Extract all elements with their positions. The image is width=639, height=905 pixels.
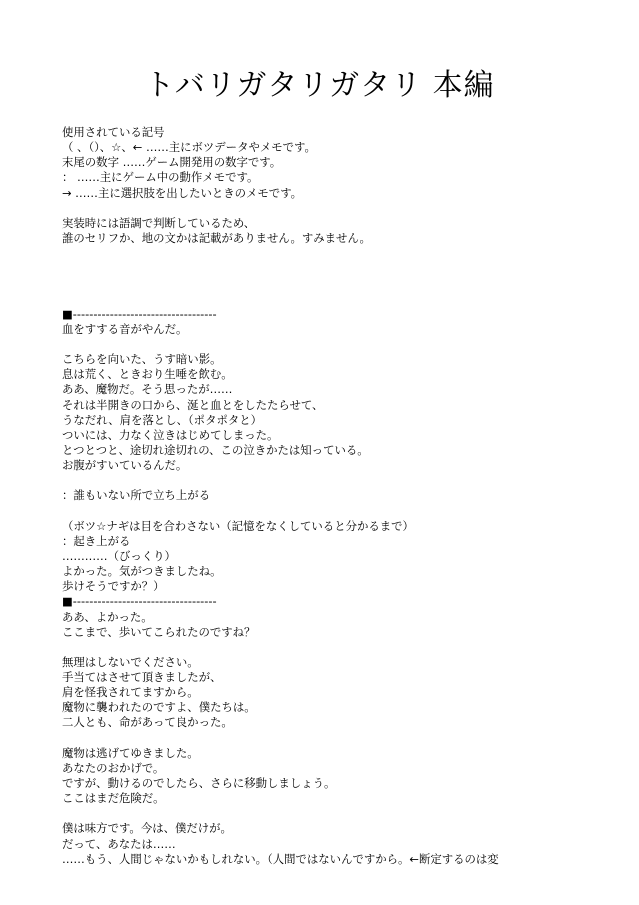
text-line: 魔物は逃げてゆきました。 — [62, 745, 199, 760]
text-line — [62, 640, 622, 655]
text-line — [62, 292, 622, 307]
text-line: ：誰もいない所で立ち上がる — [62, 488, 211, 503]
text-line: こちらを向いた、うす暗い影。 — [62, 352, 222, 367]
text-line — [62, 261, 622, 276]
text-line — [62, 504, 622, 519]
text-line: 魔物に襲われたのですよ、僕たちは。 — [62, 700, 256, 715]
text-line: 歩けそうですか？） — [62, 579, 165, 594]
text-line: 息は荒く、ときおり生唾を飲む。 — [62, 367, 233, 382]
text-line — [62, 246, 622, 261]
text-line: お腹がすいているんだ。 — [62, 458, 188, 473]
text-line: 手当てはさせて頂きましたが、 — [62, 670, 222, 685]
document-body — [62, 125, 622, 867]
text-line: → ……主に選択肢を出したいときのメモです。 — [62, 185, 303, 200]
text-line: あなたのおかげで。 — [62, 760, 165, 775]
text-line: よかった。気がつきましたね。 — [62, 564, 222, 579]
text-line: …………（びっくり） — [62, 548, 176, 563]
text-line: ： ……主にゲーム中の動作メモです。 — [62, 170, 259, 185]
text-line: ■----------------------------------- — [62, 594, 217, 609]
text-line: 二人とも、命があって良かった。 — [62, 715, 233, 730]
text-line — [62, 473, 622, 488]
text-line: だって、あなたは…… — [62, 836, 176, 851]
text-line: ですが、動けるのでしたら、さらに移動しましょう。 — [62, 776, 336, 791]
text-line — [62, 276, 622, 291]
text-line: とつとつと、途切れ途切れの、この泣きかたは知っている。 — [62, 442, 369, 457]
text-line — [62, 337, 622, 352]
text-line: ■----------------------------------- — [62, 306, 217, 321]
text-line: 血をすする音がやんだ。 — [62, 321, 188, 336]
text-line: 誰のセリフか、地の文かは記載がありません。すみません。 — [62, 230, 371, 245]
text-line: ついには、力なく泣きはじめてしまった。 — [62, 427, 279, 442]
text-line: ……もう、人間じゃないかもしれない。（人間ではないんですから。←断定するのは変 — [62, 851, 499, 866]
text-line: 末尾の数字 ……ゲーム開発用の数字です。 — [62, 155, 282, 170]
text-line: ここまで、歩いてこられたのですね？ — [62, 624, 256, 639]
document-title: トバリガタリガタリ 本編 — [144, 68, 495, 103]
text-line: ああ、よかった。 — [62, 609, 153, 624]
text-line: （ボツ☆ナギは目を合わさない（記憶をなくしていると分かるまで） — [62, 518, 414, 533]
text-line: 使用されている記号 — [62, 125, 165, 139]
text-line — [62, 201, 622, 216]
text-line: ああ、魔物だ。そう思ったが…… — [62, 382, 233, 397]
text-line: 肩を怪我されてますから。 — [62, 685, 199, 700]
text-line — [62, 806, 622, 821]
text-line: 僕は味方です。今は、僕だけが。 — [62, 821, 232, 836]
text-line — [62, 731, 622, 746]
text-line: 実装時には語調で判断しているため、 — [62, 215, 256, 230]
text-line: ：起き上がる — [62, 533, 131, 548]
text-line: （ 、（）、☆、← ……主にボツデータやメモです。 — [62, 140, 316, 155]
text-line: ここはまだ危険だ。 — [62, 791, 165, 806]
text-line: 無理はしないでください。 — [62, 654, 199, 669]
text-line: それは半開きの口から、涎と血とをしたたらせて、 — [62, 397, 324, 412]
text-line: うなだれ、肩を落とし、（ポタポタと） — [62, 412, 263, 427]
